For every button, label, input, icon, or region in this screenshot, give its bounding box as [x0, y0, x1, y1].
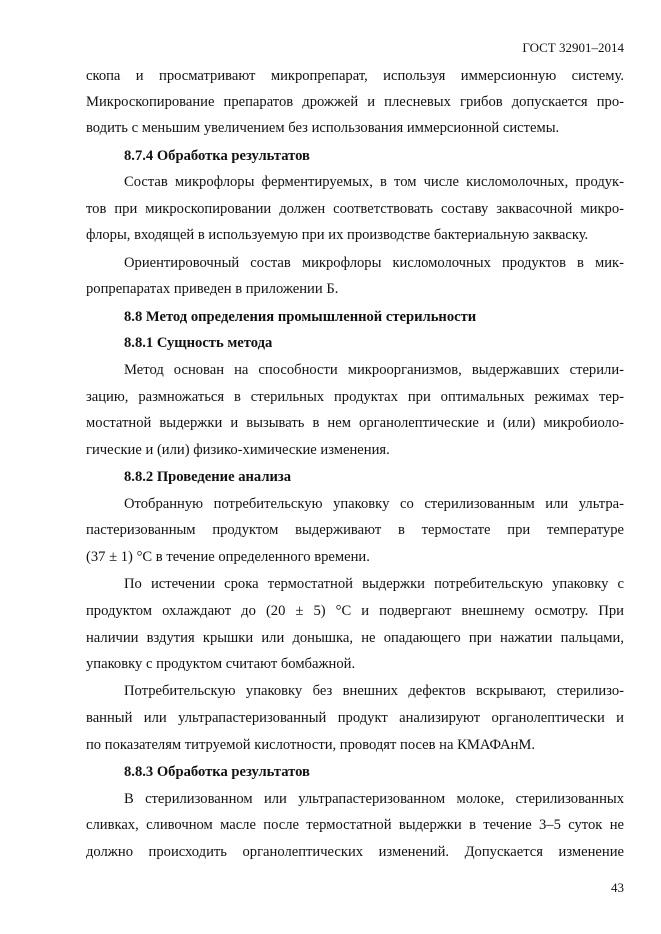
- text-line: должно происходить органолептических изменений. Допускается изменение: [86, 844, 624, 860]
- text-line: упаковку с продуктом считают бомбажной.: [86, 656, 356, 672]
- section-heading: 8.8 Метод определения промышленной стерильности: [124, 309, 477, 325]
- text-line: Состав микрофлоры ферментируемых, в том числе кисломолочных, продук-: [124, 174, 624, 190]
- text-line: флоры, входящей в используемую при их производстве бактериальную закваску.: [86, 227, 589, 243]
- text-line: зацию, размножаться в стерильных продуктах при оптимальных режимах тер-: [86, 389, 624, 405]
- text-line: Микроскопирование препаратов дрожжей и плесневых грибов допускается про-: [86, 94, 624, 110]
- text-line: Метод основан на способности микроорганизмов, выдержавших стерили-: [124, 362, 624, 378]
- text-line: мостатной выдержки и вызывать в нем органолептические и (или) микробиоло-: [86, 415, 624, 431]
- text-line: гические и (или) физико-химические изменения.: [86, 442, 390, 458]
- text-line: В стерилизованном или ультрапастеризованном молоке, стерилизованных: [124, 791, 624, 807]
- section-heading: 8.7.4 Обработка результатов: [124, 148, 310, 164]
- text-line: ванный или ультрапастеризованный продукт анализируют органолептически и: [86, 710, 624, 726]
- section-heading: 8.8.1 Сущность метода: [124, 335, 273, 351]
- section-heading: 8.8.3 Обработка результатов: [124, 764, 310, 780]
- text-line: ропрепаратах приведен в приложении Б.: [86, 281, 339, 297]
- text-line: сливках, сливочном масле после термостатной выдержки в течение 3–5 суток не: [86, 817, 624, 833]
- document-header: ГОСТ 32901–2014: [522, 40, 624, 55]
- section-heading: 8.8.2 Проведение анализа: [124, 469, 292, 485]
- text-line: пастеризованным продуктом выдерживают в термостате при температуре: [86, 522, 624, 538]
- text-line: Потребительскую упаковку без внешних дефектов вскрывают, стерилизо-: [124, 683, 624, 699]
- text-line: водить с меньшим увеличением без использования иммерсионной системы.: [86, 120, 560, 136]
- text-line: (37 ± 1) °С в течение определенного времени.: [86, 549, 370, 565]
- text-line: наличии вздутия крышки или донышка, не опадающего при нажатии пальцами,: [86, 630, 624, 646]
- text-line: Ориентировочный состав микрофлоры кисломолочных продуктов в мик-: [124, 255, 624, 271]
- page-number: 43: [611, 880, 624, 895]
- text-line: тов при микроскопировании должен соответствовать составу заквасочной микро-: [86, 201, 624, 217]
- text-line: продуктом охлаждают до (20 ± 5) °С и подвергают внешнему осмотру. При: [86, 603, 624, 619]
- text-line: По истечении срока термостатной выдержки потребительскую упаковку с: [124, 576, 624, 592]
- text-line: по показателям титруемой кислотности, проводят посев на КМАФАнМ.: [86, 737, 536, 753]
- text-line: Отобранную потребительскую упаковку со стерилизованным или ультра-: [124, 496, 624, 512]
- text-line: скопа и просматривают микропрепарат, используя иммерсионную систему.: [86, 68, 624, 84]
